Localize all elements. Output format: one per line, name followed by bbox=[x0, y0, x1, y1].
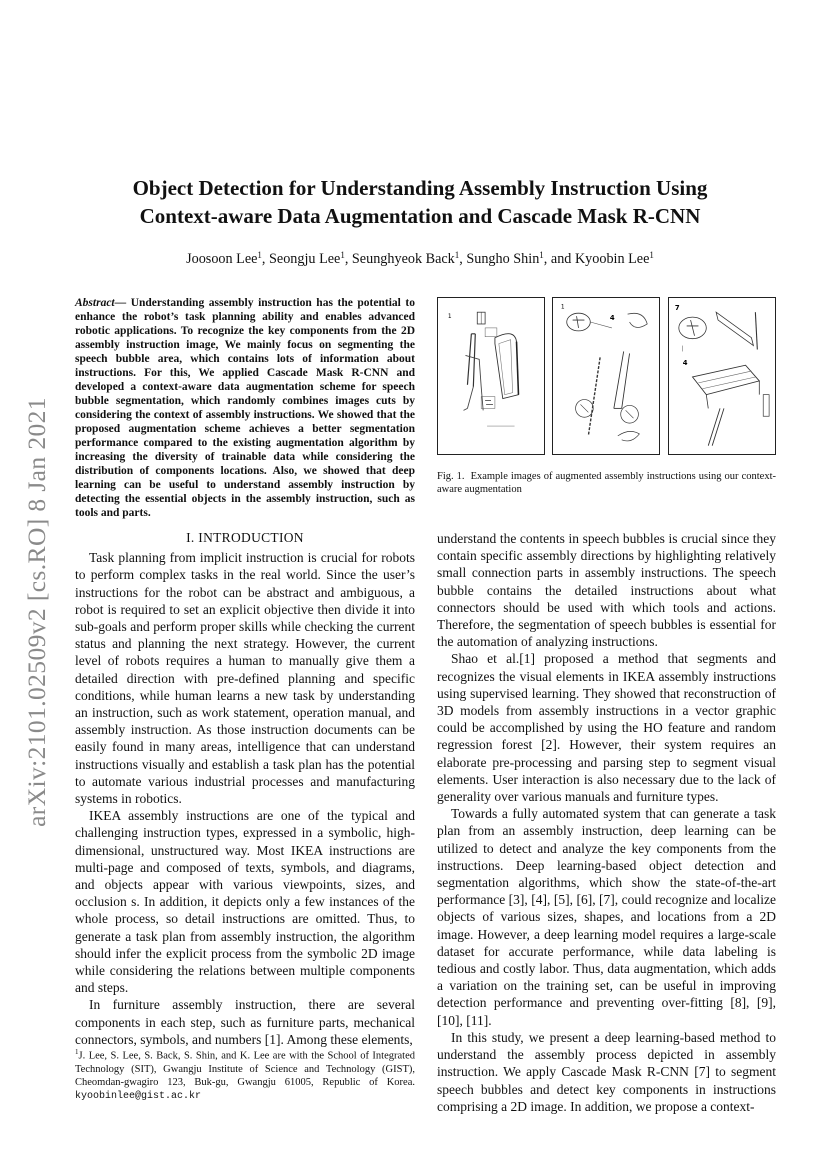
body-paragraph: Shao et al.[1] proposed a method that segments and recognizes the visual elements in IKEA assembly instructions using supervised learning. They showed that reconstruction of 3D models from assembly instructions in a vector graphic could be accomplished by using the HO feature and random regression forest [2]. However, their system requires an elaborate pre-processing and parsing step to segment visual elements. User interaction is also necessary due to the lack of generality over various manuals and furniture types. bbox=[437, 651, 776, 805]
step-number: 4 bbox=[609, 314, 615, 323]
chair-assembly-illustration bbox=[438, 298, 544, 454]
figure-panel-3 bbox=[668, 297, 776, 455]
paper-title bbox=[70, 174, 770, 230]
footnote-mark: 1 bbox=[75, 1048, 79, 1056]
author-separator: , bbox=[459, 251, 467, 267]
author: Seunghyeok Back bbox=[351, 251, 455, 267]
figure-label: Fig. 1. bbox=[437, 471, 465, 482]
author-separator: , and bbox=[543, 251, 575, 267]
body-paragraph: IKEA assembly instructions are one of the typical and challenging instruction types, expressed in a symbolic, high-dimensional, unstructured way. Most IKEA instructions are multi-page and composed of texts, symbols, and diagrams, and objects appear with various viewpoints, sizes, and occlusion s. In addition, it depicts only a few instances of the whole process, so detail instructions are omitted. Thus, to generate a task plan from assembly instruction, the algorithm should infer the explicit process from the symbolic 2D image while considering the relations between multiple components and steps. bbox=[75, 808, 415, 996]
figure-panel-2 bbox=[552, 297, 660, 455]
affiliation-mark: 1 bbox=[539, 250, 544, 260]
figure-caption-text: Example images of augmented assembly instructions using our context-aware augmentation bbox=[437, 471, 776, 495]
title-line-1: Object Detection for Understanding Assembly Instruction Using bbox=[132, 176, 708, 200]
abstract-text: Understanding assembly instruction has the potential to enhance the robot’s task planning ability and enables advanced robotic applications. To recognize the key components from the 2D assembly instruction image, We mainly focus on segmenting the speech bubble area, which contains lots of information about instructions. For this, We applied Cascade Mask R-CNN and developed a context-aware data augmentation scheme for speech bubble segmentation, which randomly combines images cuts by considering the context of assembly instructions. We showed that the proposed augmentation scheme achieves a better segmentation performance compared to the existing augmentation algorithm by increasing the diversity of trainable data while considering the distribution of components locations. Also, we showed that deep learning can be useful to understand assembly instruction by detecting the essential objects in the assembly instruction, such as tools and parts. bbox=[75, 297, 415, 519]
figure-1 bbox=[437, 297, 776, 455]
footnote-text: J. Lee, S. Lee, S. Back, S. Shin, and K. Lee are with the School of Integrated Technology (SIT), Gwangju Institute of Science and Technology (GIST), Cheomdan-gwagiro 123, Buk-gu, Gwangju 61005, Republic of Korea. bbox=[75, 1050, 415, 1088]
author-list bbox=[70, 250, 770, 268]
body-paragraph: Towards a fully automated system that can generate a task plan from an assembly instruction, deep learning can be utilized to detect and analyze the key components from the instructions. Deep learning-based object detection and segmentation algorithms, which show the state-of-the-art performance [3], [4], [5], [6], [7], could recognize and localize objects of various sizes, shapes, and locations from a 2D image. However, a deep learning model requires a large-scale dataset for accurate performance, while data labeling is tedious and costly labor. Thus, data augmentation, which adds a variation on the training set, can be useful in improving detection performance and preventing over-fitting [8], [9], [10], [11]. bbox=[437, 806, 776, 1028]
affiliation-mark: 1 bbox=[257, 250, 262, 260]
arxiv-identifier bbox=[12, 382, 62, 842]
step-number: 1 bbox=[560, 304, 565, 311]
affiliation-mark: 1 bbox=[649, 250, 654, 260]
left-column bbox=[75, 296, 415, 1048]
body-paragraph: In furniture assembly instruction, there are several components in each step, such as furniture parts, mechanical connectors, symbols, and numbers [1]. Among these elements, bbox=[75, 997, 415, 1047]
affiliation-mark: 1 bbox=[454, 250, 460, 260]
arxiv-identifier-text: arXiv:2101.02509v2 [cs.RO] 8 Jan 2021 bbox=[22, 397, 51, 827]
seat-assembly-illustration bbox=[669, 298, 775, 454]
author: Kyoobin Lee bbox=[574, 251, 650, 267]
section-heading-introduction: I. INTRODUCTION bbox=[186, 530, 304, 545]
body-paragraph: In this study, we present a deep learning-based method to understand the assembly process depicted in assembly instruction. We apply Cascade Mask R-CNN [7] to segment speech bubbles and detect key components in instructions comprising a 2D image. In addition, we propose a context- bbox=[437, 1029, 776, 1114]
abstract-dash: — bbox=[114, 297, 131, 309]
author: Sungho Shin bbox=[466, 251, 540, 267]
author-separator: , bbox=[344, 251, 352, 267]
speech-bubble-parts-illustration bbox=[553, 298, 659, 454]
step-number: 4 bbox=[682, 359, 688, 368]
step-number: 7 bbox=[674, 304, 680, 313]
figure-caption bbox=[437, 470, 776, 496]
figure-panel-1 bbox=[437, 297, 545, 455]
footnote-email-link[interactable]: kyoobinlee@gist.ac.kr bbox=[75, 1090, 202, 1102]
step-number: 1 bbox=[447, 314, 452, 321]
body-paragraph: Task planning from implicit instruction is crucial for robots to perform complex tasks in the real world. Since the user’s instructions for the robot can be abstract and ambiguous, a robot is required to set an explicit objective then divide it into sub-goals and perform proper skills while checking the current status and planning the next strategy. However, the current level of robots requires a human to manually give them a detailed direction with pre-defined planning and specific conditions, while human learns a new task by understanding an instruction, such as work statement, operation manual, and assembly instruction. As those instruction documents can be easily found in many areas, intelligence that can understand instructions visually and establish a task plan has the potential to automate various industrial processes and manufacturing systems in robotics. bbox=[75, 550, 415, 807]
footnote bbox=[75, 1046, 415, 1103]
abstract-label: Abstract bbox=[75, 297, 115, 309]
author: Joosoon Lee bbox=[186, 251, 258, 267]
title-line-2: Context-aware Data Augmentation and Cascade Mask R-CNN bbox=[139, 204, 701, 228]
author: Seongju Lee bbox=[269, 251, 341, 267]
affiliation-mark: 1 bbox=[340, 250, 345, 260]
abstract bbox=[75, 296, 415, 520]
author-separator: , bbox=[261, 251, 270, 267]
body-paragraph: understand the contents in speech bubbles is crucial since they contain specific assembly directions by highlighting relatively small connection parts in assembly instructions. The speech bubble contains the detailed instructions about what connectors should be used with which tools and actions. Therefore, the segmentation of speech bubbles is essential for the automation of analyzing instructions. bbox=[437, 531, 776, 650]
right-column bbox=[437, 530, 776, 1115]
